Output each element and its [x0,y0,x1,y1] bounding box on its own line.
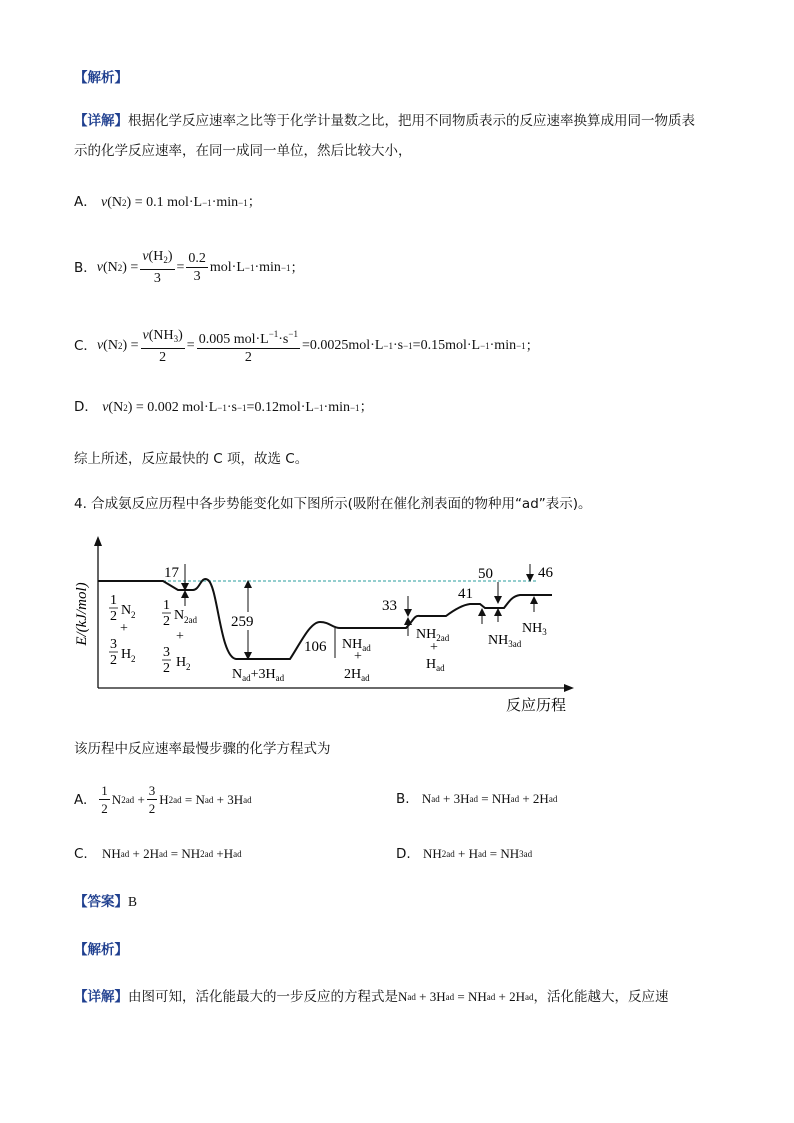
question-text: 4. 合成氨反应历程中各步势能变化如下图所示(吸附在催化剂表面的物种用“ad”表示)。 [74,496,592,512]
label-46: 46 [538,565,553,581]
svg-text:2: 2 [163,614,170,629]
svg-text:1: 1 [110,593,117,608]
calc-c-num: 0.005 [198,332,231,347]
option-a[interactable]: A. $\frac{1}{2}$ N 2ad + $\frac{3}{2}$ H 2ad = N ad + 3H ad [74,783,252,816]
svg-text:2: 2 [110,609,117,624]
calc-d-value: 0.002 [147,400,179,415]
energy-diagram [68,532,588,722]
label-17: 17 [164,565,179,581]
svg-text:Had: $H_{ad}$ [426,657,445,673]
answer-value: B [128,894,138,909]
svg-text:NH2ad: $NH_{2ad}$ [416,627,450,643]
intro-line-2: 示的化学反应速率，在同一成同一单位，然后比较大小， [74,143,412,159]
calc-a-label: A． [74,194,97,210]
option-b[interactable]: B. N ad + 3H ad = NH ad + 2H ad [396,791,558,807]
svg-text:2ad: 2ad [184,615,197,625]
svg-text:1: 1 [163,598,170,613]
x-axis-label: 反应历程 [505,696,567,714]
label-41: 41 [458,586,473,602]
svg-text:+: + [354,649,362,664]
calc-b-label: B． [74,259,97,276]
svg-text:+: + [430,640,438,655]
option-d-label: D. [396,846,411,862]
species-nad-3had: $N_{ad}+3H_{ad}$ [232,667,285,683]
calc-c-den: 2 [244,350,252,365]
svg-text:N: N [174,608,185,623]
calc-b-den-1: 3 [153,271,161,286]
y-axis-label: E/(kJ/mol) [74,582,90,646]
detail-tag: 【详解】 [74,113,128,129]
species-n2ad-h2 [162,598,197,676]
species-nhad-2had [342,637,371,683]
option-d[interactable]: D. NH 2ad + H ad = NH 3ad [396,846,533,862]
svg-text:N: N [121,603,132,618]
svg-text:2Had: $2H_{ad}$ [344,667,370,683]
calc-c-v2: 0.15 [420,338,446,353]
detail-last-pre: 由图可知，活化能最大的一步反应的方程式是 [128,989,398,1005]
svg-text:2: 2 [110,653,117,668]
calc-b: B． v (N 2 ) = $\frac{v(H_2)}{3}$ = $\frac{0.2}{3}$ mol·L −1 ·min −1 ； [74,249,305,286]
svg-text:+: + [120,621,128,636]
answer-tag: 【答案】 [74,894,128,910]
answer-line [74,893,137,911]
label-259: 259 [231,614,254,630]
calc-a-value: 0.1 [146,195,164,210]
svg-text:3: 3 [163,645,170,660]
detail-last: 【详解】由图可知，活化能最大的一步反应的方程式是N ad + 3H ad = NH ad + 2H ad ，活化能越大，反应速 [74,989,669,1005]
option-c-label: C. [74,846,88,862]
calc-b-den: 3 [193,269,201,284]
option-b-label: B. [396,791,410,807]
calc-c-den-1: 2 [159,349,167,365]
calc-d: D． v (N 2 ) = 0.002 mol·L −1 ·s −1 = 0.12 mol·L −1 ·min −1 ； [74,399,374,415]
option-c[interactable]: C. NH ad + 2H ad = NH 2ad +H ad [74,846,242,862]
calc-c: C． v (N 2 ) = $\frac{v(NH_3)}{2}$ = $\frac{0.005 mol\cdot L^{-1}\cdot s^{-1}}{2}$ = 0.0025 mol·L −1 ·s −1 = 0.15 mol·L −1 ·min −1 ； [74,327,540,365]
label-106: 106 [304,639,327,655]
svg-text:2: 2 [131,610,136,620]
svg-text:NHad: $NH_{ad}$ [342,637,371,653]
svg-text:+: + [176,629,184,644]
svg-text:2: 2 [131,654,136,664]
calc-d-label: D． [74,399,98,415]
svg-text:3: 3 [110,637,117,652]
analysis-tag-2: 【解析】 [74,942,128,958]
label-50: 50 [478,566,493,582]
svg-text:2: 2 [163,661,170,676]
calc-b-num: 0.2 [188,251,206,266]
calc-c-label: C． [74,338,97,354]
intro-line-1: 根据化学反应速率之比等于化学计量数之比，把用不同物质表示的反应速率换算成用同一物质表 [128,113,695,129]
conclusion: 综上所述，反应最快的 C 项，故选 C。 [74,451,309,467]
calc-c-v1: 0.0025 [309,338,349,353]
species-nh3: $NH_3$ [522,621,547,637]
svg-text:2: 2 [186,662,191,672]
analysis-tag: 【解析】 [74,70,128,86]
species-nh3ad: $NH_{3ad}$ [488,633,522,649]
calc-d-v2: 0.12 [254,400,279,415]
detail-line-1 [74,112,695,130]
option-a-label: A. [74,791,88,808]
detail-last-post: ，活化能越大，反应速 [533,989,669,1005]
species-nh2ad-had [416,627,450,673]
label-33: 33 [382,598,397,614]
question-prompt: 该历程中反应速率最慢步骤的化学方程式为 [74,741,331,757]
calc-a: A． v (N 2 ) = 0.1 mol·L −1 ·min −1 ； [74,194,262,210]
svg-text:H: H [121,647,132,662]
svg-text:H: H [176,655,187,670]
species-n2-h2 [109,593,136,668]
detail-tag-2: 【详解】 [74,989,128,1005]
